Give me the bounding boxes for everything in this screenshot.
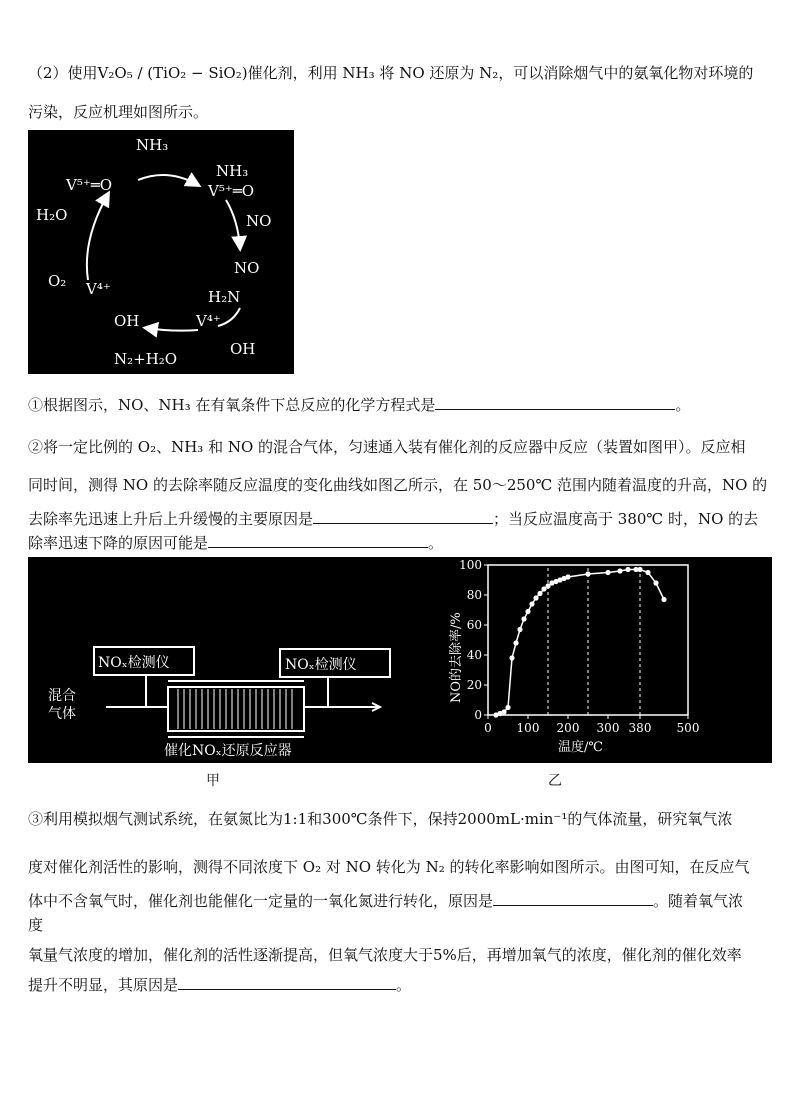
y-tick-label: 0 xyxy=(474,708,482,722)
inlet-label-line2: 气体 xyxy=(48,706,76,722)
chart-xlabel: 温度/℃ xyxy=(558,740,603,755)
mech-oh-left: OH xyxy=(114,312,140,330)
reactor-catalyst-bed xyxy=(178,689,292,729)
data-point xyxy=(509,655,514,660)
arrow-no-add xyxy=(226,200,240,248)
reactor-label: 催化NOₓ还原反应器 xyxy=(164,743,292,759)
answer-blank-4[interactable] xyxy=(493,891,653,906)
q2-1-line xyxy=(28,394,690,415)
data-point xyxy=(653,580,658,585)
data-point xyxy=(617,568,622,573)
catalyst-formula: V₂O₅ / (TiO₂ − SiO₂) xyxy=(97,64,248,82)
q2-2-line4a: 除率迅速下降的原因可能是 xyxy=(28,534,209,552)
x-tick-label: 0 xyxy=(484,721,492,735)
mech-v4-right: V⁴⁺ xyxy=(196,312,221,330)
q2-text-c: 将 NO 还原为 xyxy=(379,64,475,82)
x-tick-label: 200 xyxy=(556,721,580,735)
data-point xyxy=(533,595,538,600)
q2-3-line6a: 提升不明显，其原因是 xyxy=(28,976,179,994)
q2-2-line3b: ；当反应温度高于 380℃ 时，NO 的去 xyxy=(493,510,759,528)
detector-left-label: NOₓ检测仪 xyxy=(98,655,170,671)
q2-2-line4 xyxy=(28,532,443,553)
data-point xyxy=(637,567,642,572)
data-point xyxy=(645,570,650,575)
q2-3-line1c: 条件下，保持 xyxy=(367,810,458,828)
arrow-nh3-adsorb xyxy=(138,175,198,185)
q2-3-line4: 度 xyxy=(28,916,44,934)
inlet-label-line1: 混合 xyxy=(48,688,76,704)
x-tick-label: 380 xyxy=(628,721,652,735)
q2-3-line3 xyxy=(28,890,743,911)
mech-products: N₂+H₂O xyxy=(114,350,178,368)
data-point xyxy=(605,570,610,575)
data-point xyxy=(565,574,570,579)
flow-value: 2000mL·min⁻¹ xyxy=(457,810,568,828)
mech-h2o: H₂O xyxy=(36,206,68,224)
y-tick-label: 20 xyxy=(466,678,482,692)
q2-3-line3b: 。随着氧气浓 xyxy=(653,892,744,910)
q2-3-line1d: 的气体流量，研究氧气浓 xyxy=(567,810,733,828)
q2-3-line5: 氧量气浓度的增加，催化剂的活性逐渐提高，但氧气浓度大于5%后，再增加氧气的浓度，催化剂的催化效率 xyxy=(28,946,742,964)
q2-3-line1a: ③利用模拟烟气测试系统，在氨氮比为 xyxy=(28,810,284,828)
y-tick-label: 60 xyxy=(466,618,482,632)
x-tick-label: 100 xyxy=(516,721,540,735)
mech-nh3-adsorbed: NH₃ xyxy=(216,162,249,180)
q2-3-line1b: 和 xyxy=(307,810,323,828)
mech-h2n: H₂N xyxy=(208,288,241,306)
reactor-box xyxy=(168,687,304,731)
apparatus-chart-figure xyxy=(28,557,772,763)
apparatus-diagram xyxy=(28,557,772,763)
q2-text-b: 催化剂，利用 xyxy=(247,64,338,82)
mech-oh-right: OH xyxy=(230,340,256,358)
mechanism-cycle xyxy=(28,130,294,374)
mech-nh3-top: NH₃ xyxy=(136,136,169,154)
y-tick-label: 80 xyxy=(466,588,482,602)
data-point xyxy=(517,627,522,632)
data-point xyxy=(505,705,510,710)
series-line xyxy=(496,570,664,716)
answer-blank-5[interactable] xyxy=(178,975,396,990)
data-point xyxy=(521,616,526,621)
arrow-reoxidize xyxy=(87,194,108,280)
q2-1-end: 。 xyxy=(675,396,691,414)
q2-text-d: ，可以消除烟气中的氨氧化物对环境的 xyxy=(498,64,754,82)
q2-2-line4b: 。 xyxy=(428,534,444,552)
answer-blank-3[interactable] xyxy=(208,533,428,548)
data-point xyxy=(513,640,518,645)
y-tick-label: 100 xyxy=(459,558,482,572)
q2-1-text: ①根据图示，NO、NH₃ 在有氧条件下总反应的化学方程式是 xyxy=(28,396,436,414)
caption-jia: 甲 xyxy=(206,773,220,789)
ratio-value: 1:1 xyxy=(283,810,308,828)
q2-3-line6b: 。 xyxy=(396,976,412,994)
q2-intro-line1 xyxy=(28,62,753,83)
temp-value: 300℃ xyxy=(322,810,368,828)
n2-formula: N₂ xyxy=(479,64,499,82)
mech-v4-left: V⁴⁺ xyxy=(86,280,111,298)
no-removal-chart xyxy=(448,558,699,755)
data-point xyxy=(525,609,530,614)
data-point xyxy=(501,709,506,714)
q2-3-line2: 度对催化剂活性的影响，测得不同浓度下 O₂ 对 NO 转化为 N₂ 的转化率影响如图所示。由图可知，在反应气 xyxy=(28,858,750,876)
mech-v5-o-right: V⁵⁺═O xyxy=(208,182,255,200)
data-point xyxy=(585,571,590,576)
q2-3-line3a: 体中不含氧气时，催化剂也能催化一定量的一氧化氮进行转化，原因是 xyxy=(28,892,494,910)
q2-2-line3 xyxy=(28,508,758,529)
q2-2-line2: 同时间，测得 NO 的去除率随反应温度的变化曲线如图乙所示，在 50～250℃ 范围内随着温度的升高，NO 的 xyxy=(28,476,768,494)
nh3-formula: NH₃ xyxy=(342,64,375,82)
q2-label: （2）使用 xyxy=(28,64,98,82)
q2-2-line1: ②将一定比例的 O₂、NH₃ 和 NO 的混合气体，匀速通入装有催化剂的反应器中反应（装置如图甲）。反应相 xyxy=(28,438,746,456)
y-tick-label: 40 xyxy=(466,648,482,662)
q2-3-line6 xyxy=(28,974,411,995)
answer-blank-2[interactable] xyxy=(313,509,493,524)
data-point xyxy=(529,601,534,606)
q2-3-line1 xyxy=(28,808,732,829)
data-point xyxy=(625,567,630,572)
q2-intro-line2: 污染，反应机理如图所示。 xyxy=(28,103,209,121)
detector-right-label: NOₓ检测仪 xyxy=(285,657,357,673)
chart-ylabel: NO的去除率/% xyxy=(449,612,464,703)
mech-v5-o-left: V⁵⁺═O xyxy=(66,176,113,194)
mechanism-figure xyxy=(28,130,294,374)
mech-no-bound: NO xyxy=(234,259,260,277)
mech-o2: O₂ xyxy=(48,272,67,290)
data-point xyxy=(661,597,666,602)
x-tick-label: 500 xyxy=(676,721,700,735)
mech-no-in: NO xyxy=(246,212,272,230)
arrow-products xyxy=(146,328,198,331)
caption-yi: 乙 xyxy=(548,773,562,789)
data-point xyxy=(537,591,542,596)
q2-2-line3a: 去除率先迅速上升后上升缓慢的主要原因是 xyxy=(28,510,314,528)
arrow-right-down xyxy=(218,308,240,326)
x-tick-label: 300 xyxy=(596,721,620,735)
answer-blank-1[interactable] xyxy=(435,395,675,410)
